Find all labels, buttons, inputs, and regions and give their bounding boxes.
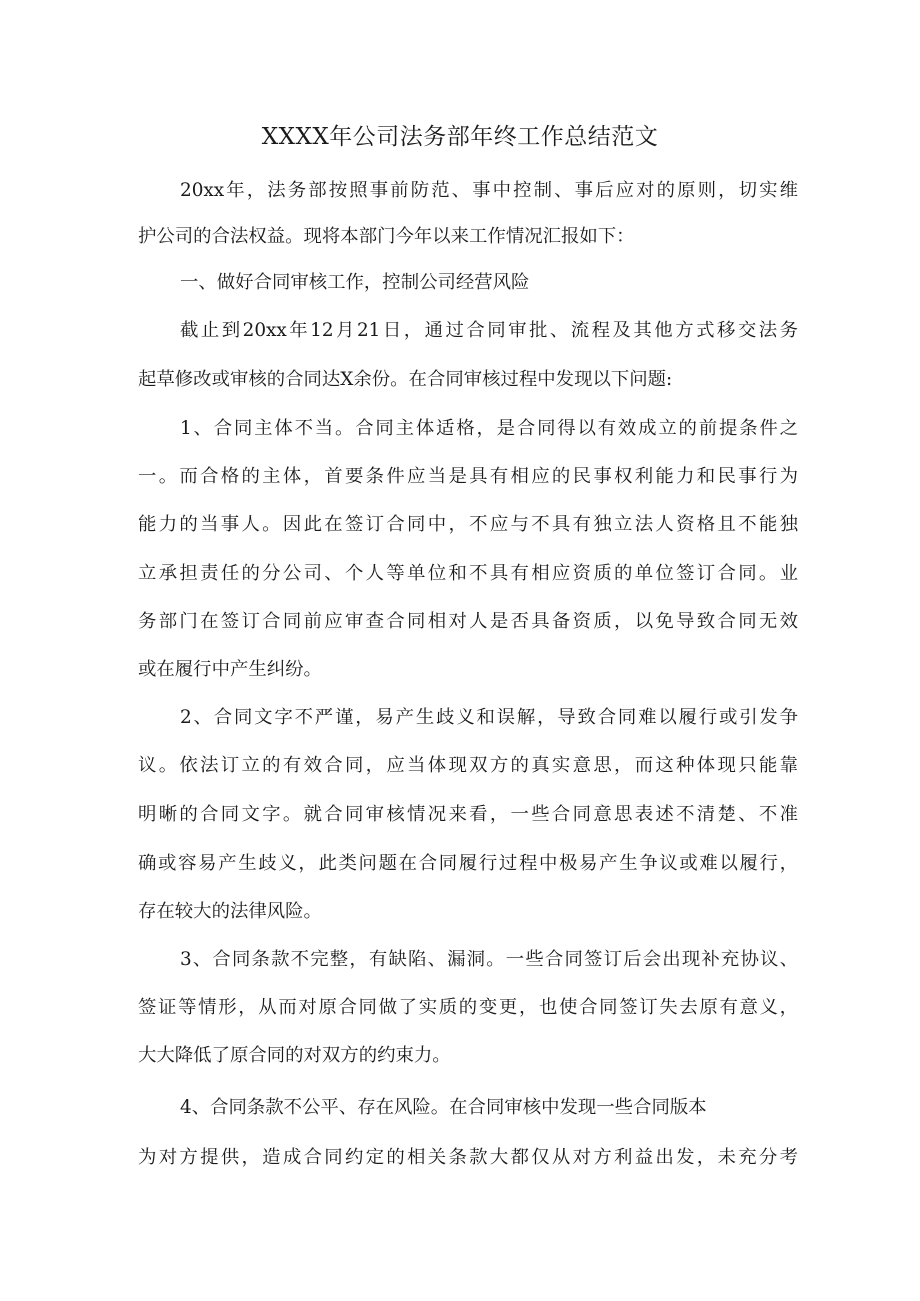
paragraph-line: 一。而合格的主体，首要条件应当是具有相应的民事权利能力和民事行为 — [138, 466, 798, 487]
document-title: XXXX年公司法务部年终工作总结范文 — [261, 124, 659, 150]
paragraph-line: 大大降低了原合同的对双方的约束力。 — [138, 1045, 451, 1066]
paragraph-line: 或在履行中产生纠纷。 — [138, 659, 322, 680]
paragraph-line: 确或容易产生歧义，此类问题在合同履行过程中极易产生争议或难以履行， — [138, 853, 798, 874]
paragraph-line: 护公司的合法权益。现将本部门今年以来工作情况汇报如下： — [138, 226, 635, 247]
paragraph-line: 务部门在签订合同前应审查合同相对人是否具备资质，以免导致合同无效 — [138, 611, 798, 632]
paragraph-line: 为对方提供，造成合同约定的相关条款大都仅从对方利益出发，未充分考 — [138, 1147, 798, 1168]
paragraph-line: 3、合同条款不完整，有缺陷、漏洞。一些合同签订后会出现补充协议、 — [180, 949, 798, 970]
paragraph-line: 20xx年，法务部按照事前防范、事中控制、事后应对的原则，切实维 — [180, 180, 798, 201]
paragraph-line: 议。依法订立的有效合同，应当体现双方的真实意思，而这种体现只能靠 — [138, 755, 798, 776]
paragraph-line: 存在较大的法律风险。 — [138, 901, 322, 922]
paragraph-line: 4、合同条款不公平、存在风险。在合同审核中发现一些合同版本 — [180, 1097, 707, 1118]
paragraph-line: 能力的当事人。因此在签订合同中，不应与不具有独立法人资格且不能独 — [138, 514, 798, 535]
paragraph-line: 1、合同主体不当。合同主体适格，是合同得以有效成立的前提条件之 — [180, 418, 798, 439]
paragraph-line: 明晰的合同文字。就合同审核情况来看，一些合同意思表述不清楚、不准 — [138, 804, 798, 825]
paragraph-line: 起草修改或审核的合同达X余份。在合同审核过程中发现以下问题: — [138, 369, 673, 390]
section-heading: 一、做好合同审核工作，控制公司经营风险 — [180, 272, 530, 293]
paragraph-line: 2、合同文字不严谨，易产生歧义和误解，导致合同难以履行或引发争 — [180, 707, 798, 728]
paragraph-line: 截止到20xx年12月21日，通过合同审批、流程及其他方式移交法务 — [180, 320, 798, 341]
paragraph-line: 立承担责任的分公司、个人等单位和不具有相应资质的单位签订合同。业 — [138, 563, 798, 584]
paragraph-line: 签证等情形，从而对原合同做了实质的变更，也使合同签订失去原有意义， — [138, 997, 798, 1018]
